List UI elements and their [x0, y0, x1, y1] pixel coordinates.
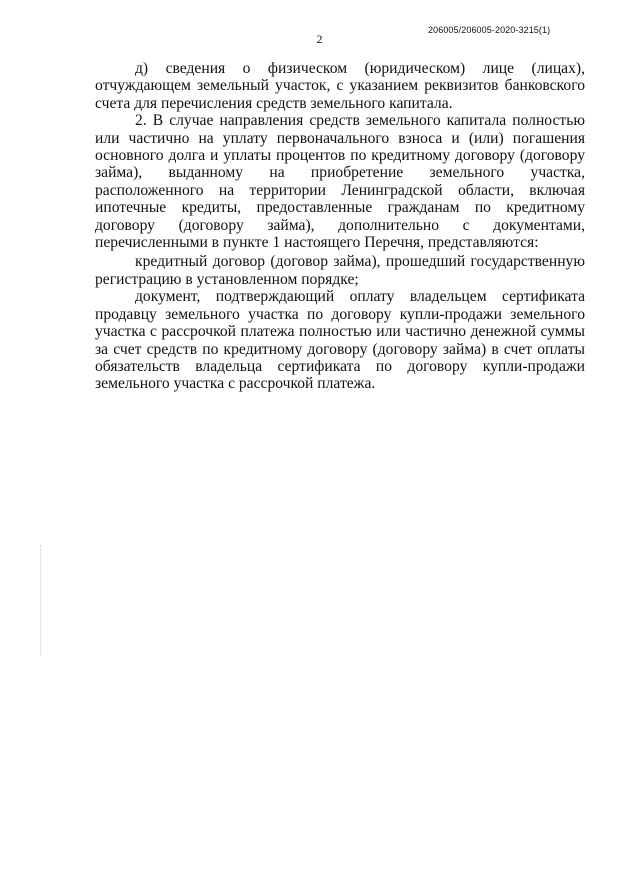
paragraph-payment-document: документ, подтверждающий оплату владельцем сертификата продавцу земельного участка по договору купли-продажи земельного участка с рассрочкой платежа полностью или частично денежной суммы за счет средств по кредитному договору (договору займа) в счет оплаты обязательств владельца сертификата по договору купли-продажи земельного участка с рассрочкой платежа. — [95, 288, 585, 393]
paragraph-d: д) сведения о физическом (юридическом) лице (лицах), отчуждающем земельный участок, с указанием реквизитов банковского счета для перечисления средств земельного капитала. — [95, 60, 585, 112]
page-number: 2 — [316, 32, 323, 46]
paragraph-2: 2. В случае направления средств земельного капитала полностью или частично на уплату первоначального взноса и (или) погашения основного долга и уплаты процентов по кредитному договору (договору займа), выданному на приобретение земельного участка, расположенного на территории Ленинградской области, включая ипотечные кредиты, предоставленные гражданам по кредитному договору (договору займа), дополнительно с документами, перечисленными в пункте 1 настоящего Перечня, представляются: — [95, 112, 585, 252]
scan-margin-marks — [40, 545, 43, 655]
document-body — [95, 60, 585, 393]
document-id: 206005/206005-2020-3215(1) — [428, 25, 551, 35]
paragraph-credit-agreement: кредитный договор (договор займа), прошедший государственную регистрацию в установленном порядке; — [95, 253, 585, 288]
